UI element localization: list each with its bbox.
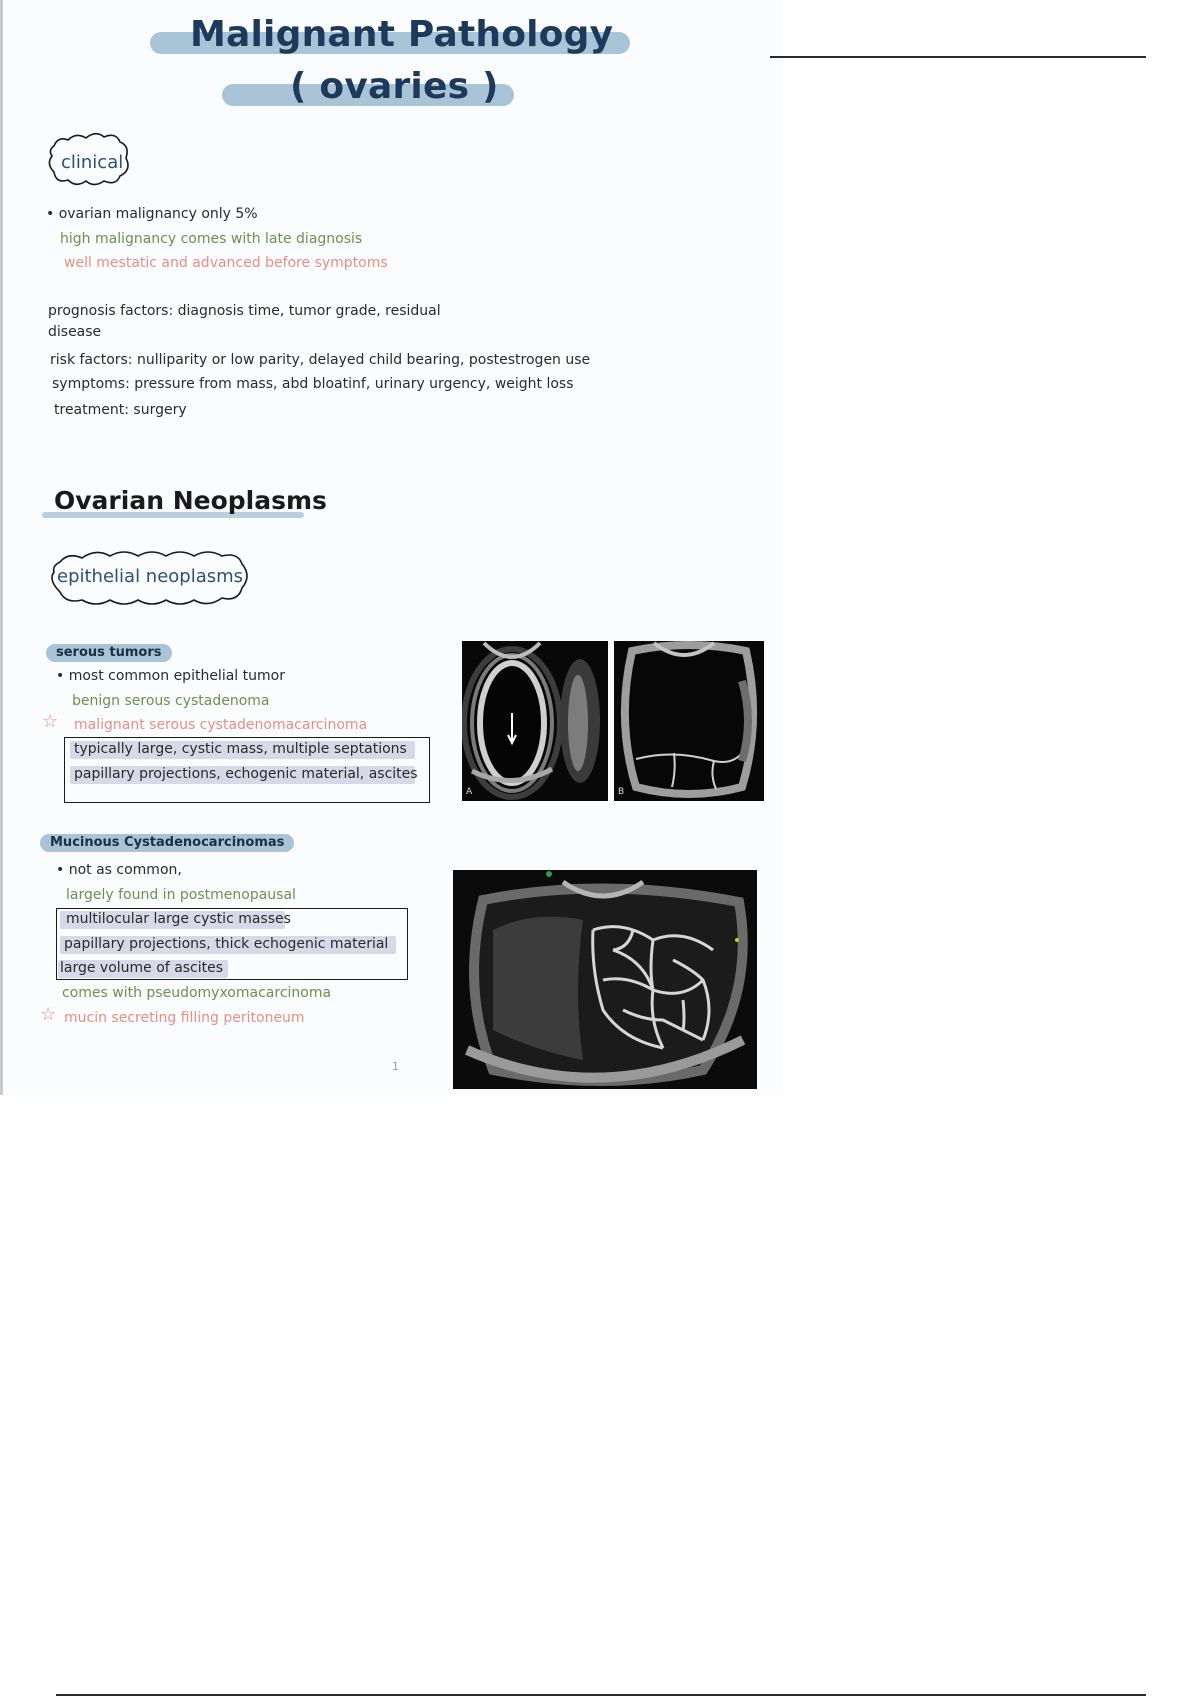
prognosis-line-2: disease: [48, 324, 102, 340]
risk-factors-line: risk factors: nulliparity or low parity, delayed child bearing, postestrogen use: [50, 352, 591, 368]
section-heading-neoplasms: Ovarian Neoplasms: [54, 486, 327, 515]
mucinous-postmeno: largely found in postmenopausal: [66, 887, 296, 903]
serous-bullet: • most common epithelial tumor: [56, 668, 285, 684]
symptoms-line: symptoms: pressure from mass, abd bloatinf, urinary urgency, weight loss: [52, 376, 574, 392]
image-label-b: B: [618, 787, 625, 797]
image-label-a: A: [466, 787, 473, 797]
mucinous-ultrasound-image: [453, 870, 757, 1089]
page-title: Malignant Pathology: [190, 14, 614, 55]
serous-ultrasound-image-b: [614, 641, 764, 801]
serous-ultrasound-image-a: [462, 641, 608, 801]
serous-box-line-1: typically large, cystic mass, multiple septations: [74, 741, 407, 757]
treatment-line: treatment: surgery: [54, 402, 187, 418]
star-outline-icon: ☆: [42, 711, 59, 732]
serous-malignant: malignant serous cystadenomacarcinoma: [74, 717, 368, 733]
serous-tumors-pill: serous tumors: [46, 644, 172, 662]
star-outline-icon: ☆: [40, 1004, 57, 1025]
mucinous-box-line-3: large volume of ascites: [60, 960, 224, 976]
epithelial-label: epithelial neoplasms: [57, 566, 244, 587]
mucinous-box-line-1: multilocular large cystic masses: [66, 911, 291, 927]
mucinous-pill: Mucinous Cystadenocarcinomas: [40, 834, 294, 852]
bottom-rule: [56, 1694, 1146, 1696]
mucinous-box-line-2: papillary projections, thick echogenic material: [64, 936, 389, 952]
clinical-line-3: well mestatic and advanced before symptoms: [64, 255, 388, 271]
mucinous-mucin: mucin secreting filling peritoneum: [64, 1010, 305, 1026]
clinical-label: clinical: [61, 152, 124, 173]
page-number: 1: [392, 1060, 399, 1073]
top-right-rule: [770, 56, 1146, 58]
serous-benign: benign serous cystadenoma: [72, 693, 270, 709]
mucinous-bullet: • not as common,: [56, 862, 182, 878]
clinical-line-1: • ovarian malignancy only 5%: [46, 206, 258, 222]
prognosis-line-1: prognosis factors: diagnosis time, tumor grade, residual: [48, 303, 441, 319]
serous-box-line-2: papillary projections, echogenic material, ascites: [74, 766, 418, 782]
page-subtitle: ( ovaries ): [290, 66, 499, 107]
clinical-line-2: high malignancy comes with late diagnosis: [60, 231, 363, 247]
mucinous-pseudo: comes with pseudomyxomacarcinoma: [62, 985, 332, 1001]
